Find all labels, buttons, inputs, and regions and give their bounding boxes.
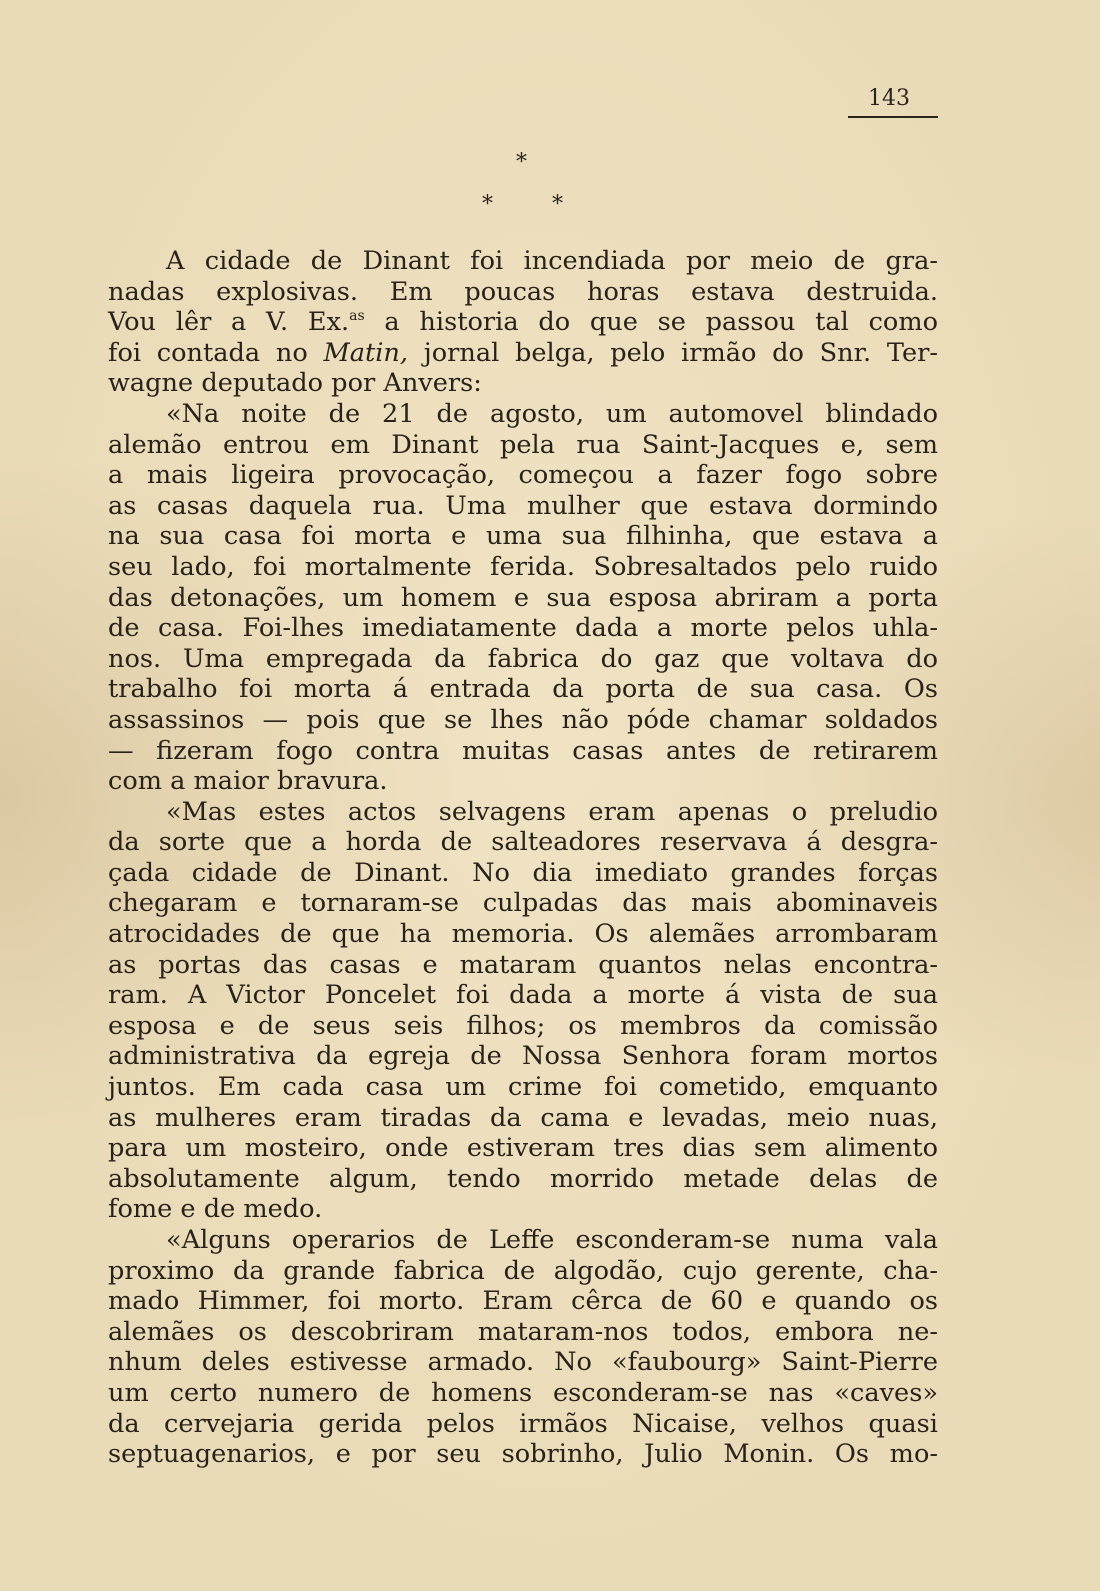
text-line: absolutamente algum, tendo morrido metade delas de <box>108 1163 938 1194</box>
text-line: das detonações, um homem e sua esposa abriram a porta <box>108 582 938 613</box>
paragraph <box>108 246 938 399</box>
text-line: esposa e de seus seis filhos; os membros da comissão <box>108 1010 938 1041</box>
page-number: 143 <box>868 86 910 111</box>
text-line: com a maior bravura. <box>108 766 388 797</box>
paragraph <box>108 399 938 797</box>
text-line: — fizeram fogo contra muitas casas antes de retirarem <box>108 735 938 766</box>
text-line: na sua casa foi morta e uma sua filhinha, que estava a <box>108 521 938 552</box>
text-line: «Na noite de 21 de agosto, um automovel blindado <box>166 398 938 429</box>
text-line: «Mas estes actos selvagens eram apenas o preludio <box>166 796 938 827</box>
text-line: as mulheres eram tiradas da cama e levadas, meio nuas, <box>108 1102 938 1133</box>
text-line: nhum deles estivesse armado. No «faubourg» Saint-Pierre <box>108 1347 938 1378</box>
text-line: administrativa da egreja de Nossa Senhora foram mortos <box>108 1041 938 1072</box>
text-line: «Alguns operarios de Leffe esconderam-se numa vala <box>166 1225 938 1255</box>
paragraph <box>108 797 938 1225</box>
text-line: as casas daquela rua. Uma mulher que estava dormindo <box>108 490 938 521</box>
text-line: da sorte que a horda de salteadores reservava á desgra- <box>108 827 938 858</box>
text-line: juntos. Em cada casa um crime foi cometido, emquanto <box>108 1072 938 1103</box>
text-line: alemães os descobriram mataram-nos todos, embora ne- <box>108 1316 938 1347</box>
text-line: atrocidades de que ha memoria. Os alemães arrombaram <box>108 919 938 950</box>
text-line: alemão entrou em Dinant pela rua Saint-Jacques e, sem <box>108 429 938 460</box>
paragraph <box>108 1225 938 1470</box>
text-line: de casa. Foi-lhes imediatamente dada a morte pelos uhla- <box>108 613 938 644</box>
superscript: as <box>349 308 365 325</box>
text-line: Vou lêr a V. Ex.$^{as}$ a historia do que se passou tal como <box>108 307 939 338</box>
text-line: fome e de medo. <box>108 1194 323 1225</box>
text-line: mado Himmer, foi morto. Eram cêrca de 60 e quando os <box>108 1286 938 1317</box>
asterism-star: * <box>552 192 563 217</box>
text-line: seu lado, foi mortalmente ferida. Sobresaltados pelo ruido <box>108 551 938 582</box>
text-line: çada cidade de Dinant. No dia imediato grandes forças <box>108 857 938 888</box>
text-line: nadas explosivas. Em poucas horas estava destruida. <box>108 276 938 307</box>
text-line: septuagenarios, e por seu sobrinho, Julio Monin. Os mo- <box>108 1439 938 1470</box>
text-line: as portas das casas e mataram quantos nelas encontra- <box>108 949 938 980</box>
text-line: chegaram e tornaram-se culpadas das mais abominaveis <box>108 888 938 919</box>
text-line: a mais ligeira provocação, começou a fazer fogo sobre <box>108 460 938 491</box>
newspaper-title: Matin, <box>323 337 409 368</box>
text-line: nos. Uma empregada da fabrica do gaz que voltava do <box>108 643 938 674</box>
body-text <box>108 246 938 1470</box>
header-rule <box>848 116 938 118</box>
text-line: um certo numero de homens esconderam-se nas «caves» <box>108 1377 938 1408</box>
text-line: da cervejaria gerida pelos irmãos Nicaise, velhos quasi <box>108 1408 938 1439</box>
text-line: proximo da grande fabrica de algodão, cujo gerente, cha- <box>108 1255 938 1286</box>
text-line: trabalho foi morta á entrada da porta de sua casa. Os <box>108 674 938 705</box>
text-line: wagne deputado por Anvers: <box>108 368 482 399</box>
text-line: ram. A Victor Poncelet foi dada a morte á vista de sua <box>108 980 938 1011</box>
asterism-star: * <box>482 192 493 217</box>
text-line: A cidade de Dinant foi incendiada por meio de gra- <box>166 246 938 276</box>
text-line: assassinos — pois que se lhes não póde chamar soldados <box>108 704 938 735</box>
text-line: foi contada no Matin, jornal belga, pelo irmão do Snr. Ter- <box>108 337 938 368</box>
asterism-star: * <box>516 150 527 175</box>
text-line: para um mosteiro, onde estiveram tres dias sem alimento <box>108 1133 938 1164</box>
